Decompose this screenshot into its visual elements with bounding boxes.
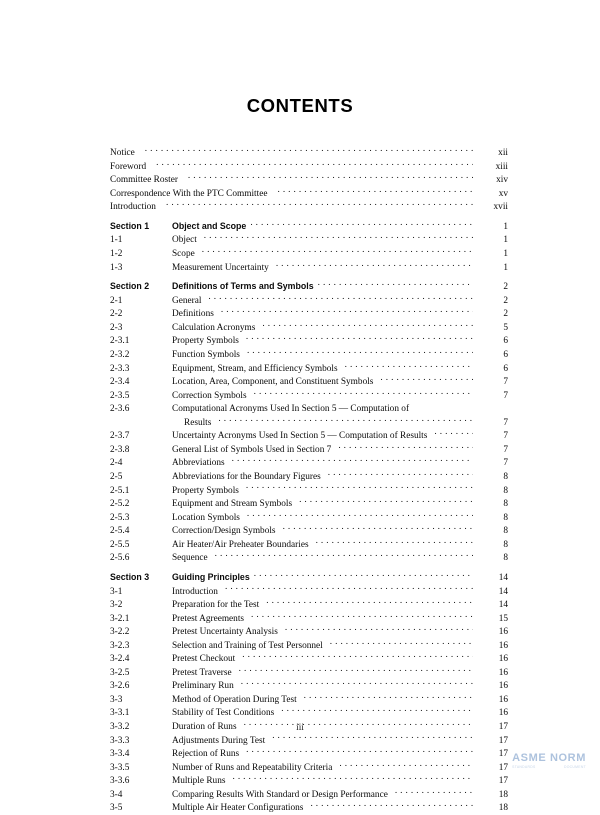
toc-entry-row[interactable] <box>110 788 508 802</box>
entry-number: 3-2.1 <box>110 613 130 624</box>
entry-number: 2-5 <box>110 471 123 482</box>
entry-page-number: 2 <box>503 309 508 320</box>
entry-number: 2-3.4 <box>110 377 130 388</box>
toc-entry-row[interactable] <box>110 470 508 484</box>
entry-number: 3-2.3 <box>110 640 130 651</box>
section-number: Section 1 <box>110 220 150 231</box>
asme-norm-watermark <box>512 753 586 769</box>
entry-title: Definitions <box>172 309 214 320</box>
toc-entry-row[interactable] <box>110 511 508 525</box>
toc-entry-row[interactable] <box>110 348 508 362</box>
toc-entry-row[interactable] <box>110 639 508 653</box>
entry-title: Location Symbols <box>172 512 240 523</box>
entry-page-number: 17 <box>498 749 508 760</box>
entry-title: Multiple Air Heater Configurations <box>172 803 304 814</box>
entry-number: 3-2.2 <box>110 627 130 638</box>
toc-entry-row[interactable] <box>110 551 508 565</box>
entry-number: 3-3.2 <box>110 721 130 732</box>
entry-number: 2-3.3 <box>110 363 130 374</box>
entry-title: Equipment and Stream Symbols <box>172 499 293 510</box>
entry-page-number: 7 <box>503 417 508 428</box>
entry-page-number: xiv <box>496 175 508 186</box>
entry-page-number: 2 <box>503 295 508 306</box>
entry-title: Object <box>172 235 197 246</box>
dot-leader <box>202 247 473 256</box>
toc-entry-row[interactable] <box>110 402 508 416</box>
entry-number: 2-4 <box>110 458 123 469</box>
entry-title: Preliminary Run <box>172 681 234 692</box>
page-title: CONTENTS <box>246 95 354 116</box>
entry-page-number: 6 <box>503 350 508 361</box>
dot-leader <box>242 652 473 661</box>
entry-number: 3-3.4 <box>110 749 130 760</box>
toc-entry-row[interactable] <box>110 443 508 457</box>
entry-page-number: 8 <box>503 485 508 496</box>
entry-number: 2-2 <box>110 309 123 320</box>
entry-page-number: 2 <box>503 282 508 293</box>
entry-title: Pretest Checkout <box>172 654 236 665</box>
entry-title: Air Heater/Air Preheater Boundaries <box>172 539 309 550</box>
dot-leader <box>318 280 473 289</box>
entry-number: 2-3.6 <box>110 404 130 415</box>
toc-front-matter-row[interactable] <box>110 187 508 201</box>
toc-entry-row[interactable] <box>110 334 508 348</box>
dot-leader <box>225 585 473 594</box>
watermark-title: ASME NORM <box>512 752 586 764</box>
entry-number: 2-3.1 <box>110 336 130 347</box>
entry-title: Scope <box>172 249 195 260</box>
dot-leader <box>246 334 473 343</box>
toc-entry-row[interactable] <box>110 429 508 443</box>
entry-number: 3-2 <box>110 600 123 611</box>
dot-leader <box>241 679 473 688</box>
entry-page-number: 16 <box>498 654 508 665</box>
toc-section-heading-row[interactable] <box>110 280 508 294</box>
entry-page-number: 6 <box>503 336 508 347</box>
entry-page-number: 8 <box>503 553 508 564</box>
dot-leader <box>380 375 473 384</box>
entry-page-number: xiii <box>495 161 508 172</box>
entry-title: Abbreviations <box>172 458 225 469</box>
watermark-subtitle-left: STANDARDS <box>512 765 536 769</box>
dot-leader <box>239 666 473 675</box>
entry-number: 3-3.5 <box>110 762 130 773</box>
toc-entry-row[interactable] <box>110 389 508 403</box>
dot-leader <box>254 389 473 398</box>
dot-leader <box>434 429 473 438</box>
entry-page-number: 5 <box>503 322 508 333</box>
toc-entry-row[interactable] <box>110 706 508 720</box>
toc-entry-row[interactable] <box>110 524 508 538</box>
toc-section-heading-row[interactable] <box>110 571 508 585</box>
entry-page-number: 17 <box>498 762 508 773</box>
entry-page-number: xvii <box>493 202 508 213</box>
dot-leader <box>188 173 473 182</box>
entry-number: 3-3.1 <box>110 708 130 719</box>
entry-number: 2-3.8 <box>110 444 130 455</box>
entry-title: Comparing Results With Standard or Design Performance <box>172 789 388 800</box>
entry-title: Function Symbols <box>172 350 240 361</box>
dot-leader <box>283 524 473 533</box>
toc-entry-row[interactable] <box>110 247 508 261</box>
dot-leader <box>281 706 473 715</box>
toc-entry-row[interactable] <box>110 761 508 775</box>
entry-title: Location, Area, Component, and Constituent Symbols <box>172 377 374 388</box>
toc-entry-row[interactable] <box>110 538 508 552</box>
entry-page-number: 18 <box>498 789 508 800</box>
entry-page-number: 16 <box>498 694 508 705</box>
page-folio: iii <box>296 723 304 733</box>
toc-entry-row[interactable] <box>110 801 508 815</box>
entry-title: Pretest Uncertainty Analysis <box>172 627 278 638</box>
front-matter-label: Notice <box>110 148 135 158</box>
dot-leader <box>246 747 473 756</box>
entry-page-number: 16 <box>498 667 508 678</box>
entry-title: Multiple Runs <box>172 776 226 787</box>
dot-leader <box>262 321 473 330</box>
dot-leader <box>266 598 473 607</box>
toc-entry-row[interactable] <box>110 734 508 748</box>
entry-title: Sequence <box>172 553 208 564</box>
watermark-subtitle-right: DOCUMENT <box>564 765 586 769</box>
entry-number: 2-5.1 <box>110 485 130 496</box>
dot-leader <box>247 511 473 520</box>
entry-title: Pretest Traverse <box>172 667 232 678</box>
dot-leader <box>232 456 473 465</box>
entry-page-number: 16 <box>498 681 508 692</box>
toc-section-heading-row[interactable] <box>110 220 508 234</box>
entry-number: 2-3.7 <box>110 431 130 442</box>
entry-page-number: 1 <box>503 221 508 232</box>
dot-leader <box>218 416 473 425</box>
dot-leader <box>247 348 473 357</box>
entry-number: 2-3.2 <box>110 350 130 361</box>
dot-leader <box>232 774 473 783</box>
toc-front-matter-row[interactable] <box>110 146 508 160</box>
entry-page-number: 1 <box>503 249 508 260</box>
dot-leader <box>345 362 473 371</box>
toc-entry-row[interactable] <box>110 294 508 308</box>
entry-page-number: 7 <box>503 390 508 401</box>
dot-leader <box>250 220 473 229</box>
entry-number: 2-5.6 <box>110 553 130 564</box>
toc-entry-row[interactable] <box>110 497 508 511</box>
entry-number: 3-1 <box>110 586 123 597</box>
entry-title: General <box>172 295 202 306</box>
front-matter-label: Introduction <box>110 202 156 213</box>
dot-leader <box>285 625 473 634</box>
entry-page-number: 17 <box>498 776 508 787</box>
section-number: Section 3 <box>110 571 150 582</box>
dot-leader <box>339 761 473 770</box>
toc-entry-row[interactable] <box>110 612 508 626</box>
entry-page-number: 7 <box>503 431 508 442</box>
entry-title: Measurement Uncertainty <box>172 262 269 273</box>
entry-title: Property Symbols <box>172 336 239 347</box>
entry-title: Preparation for the Test <box>172 600 260 611</box>
entry-title: Equipment, Stream, and Efficiency Symbols <box>172 363 338 374</box>
toc-front-matter-row[interactable] <box>110 200 508 214</box>
entry-title: Introduction <box>172 586 218 597</box>
dot-leader <box>272 734 473 743</box>
toc-entry-row[interactable] <box>110 585 508 599</box>
entry-title: Property Symbols <box>172 485 239 496</box>
entry-number: 3-3 <box>110 694 123 705</box>
entry-number: 2-3.5 <box>110 390 130 401</box>
entry-page-number: 17 <box>498 735 508 746</box>
entry-page-number: 16 <box>498 627 508 638</box>
entry-number: 1-1 <box>110 235 123 246</box>
front-matter-label: Foreword <box>110 161 147 172</box>
toc-entry-row[interactable] <box>110 484 508 498</box>
entry-number: 3-5 <box>110 803 123 814</box>
dot-leader <box>330 639 473 648</box>
section-title: Object and Scope <box>172 220 247 231</box>
toc-entry-continuation-row[interactable] <box>110 416 508 430</box>
front-matter-label: Correspondence With the PTC Committee <box>110 188 268 199</box>
entry-page-number: 14 <box>498 586 508 597</box>
section-title: Definitions of Terms and Symbols <box>172 281 314 292</box>
dot-leader <box>145 146 473 155</box>
entry-title: Computational Acronyms Used In Section 5 — Computation of <box>172 404 410 415</box>
entry-title: Selection and Training of Test Personnel <box>172 640 323 651</box>
table-of-contents <box>110 146 508 815</box>
entry-title: Correction/Design Symbols <box>172 526 276 537</box>
entry-page-number: 8 <box>503 512 508 523</box>
entry-page-number: 17 <box>498 721 508 732</box>
entry-title: Uncertainty Acronyms Used In Section 5 — Computation of Results <box>172 431 428 442</box>
entry-page-number: 8 <box>503 526 508 537</box>
toc-entry-row[interactable] <box>110 747 508 761</box>
toc-entry-row[interactable] <box>110 693 508 707</box>
entry-title: Results <box>184 417 212 428</box>
toc-entry-row[interactable] <box>110 625 508 639</box>
entry-page-number: 15 <box>498 613 508 624</box>
entry-page-number: 7 <box>503 458 508 469</box>
dot-leader <box>204 233 473 242</box>
toc-entry-row[interactable] <box>110 233 508 247</box>
entry-number: 3-3.3 <box>110 735 130 746</box>
dot-leader <box>251 612 473 621</box>
toc-entry-row[interactable] <box>110 307 508 321</box>
dot-leader <box>246 484 473 493</box>
toc-entry-row[interactable] <box>110 774 508 788</box>
toc-front-matter-row[interactable] <box>110 160 508 174</box>
dot-leader <box>215 551 473 560</box>
entry-title: Duration of Runs <box>172 721 237 732</box>
entry-page-number: 7 <box>503 377 508 388</box>
toc-entry-row[interactable] <box>110 362 508 376</box>
toc-entry-row[interactable] <box>110 375 508 389</box>
entry-title: Number of Runs and Repeatability Criteria <box>172 762 333 773</box>
entry-number: 2-5.5 <box>110 539 130 550</box>
toc-entry-row[interactable] <box>110 321 508 335</box>
entry-page-number: 16 <box>498 640 508 651</box>
dot-leader <box>316 538 473 547</box>
entry-page-number: 8 <box>503 539 508 550</box>
dot-leader <box>328 470 473 479</box>
toc-front-matter-row[interactable] <box>110 173 508 187</box>
dot-leader <box>166 200 473 209</box>
dot-leader <box>304 693 473 702</box>
entry-title: Correction Symbols <box>172 390 247 401</box>
dot-leader <box>395 788 473 797</box>
entry-number: 3-3.6 <box>110 776 130 787</box>
front-matter-label: Committee Roster <box>110 175 178 186</box>
watermark-subtitle <box>512 765 586 769</box>
toc-entry-row[interactable] <box>110 666 508 680</box>
dot-leader <box>277 187 473 196</box>
entry-title: Abbreviations for the Boundary Figures <box>172 471 321 482</box>
entry-title: Adjustments During Test <box>172 735 266 746</box>
entry-page-number: 8 <box>503 499 508 510</box>
dot-leader <box>254 571 473 580</box>
entry-number: 3-2.5 <box>110 667 130 678</box>
dot-leader <box>299 497 473 506</box>
entry-page-number: 18 <box>498 803 508 814</box>
entry-page-number: xii <box>498 148 508 158</box>
entry-number: 2-5.3 <box>110 512 130 523</box>
entry-number: 1-2 <box>110 249 123 260</box>
entry-page-number: 1 <box>503 262 508 273</box>
dot-leader <box>208 294 473 303</box>
entry-title: Pretest Agreements <box>172 613 245 624</box>
entry-page-number: 14 <box>498 572 508 583</box>
toc-entry-row[interactable] <box>110 652 508 666</box>
dot-leader <box>338 443 473 452</box>
entry-page-number: 16 <box>498 708 508 719</box>
entry-title: Stability of Test Conditions <box>172 708 275 719</box>
entry-page-number: 14 <box>498 600 508 611</box>
section-number: Section 2 <box>110 281 150 292</box>
dot-leader <box>276 261 473 270</box>
entry-number: 2-5.2 <box>110 499 130 510</box>
entry-number: 2-1 <box>110 295 123 306</box>
dot-leader <box>221 307 473 316</box>
toc-entry-row[interactable] <box>110 598 508 612</box>
entry-number: 1-3 <box>110 262 123 273</box>
entry-title: General List of Symbols Used in Section 7 <box>172 444 332 455</box>
toc-entry-row[interactable] <box>110 261 508 275</box>
entry-page-number: 1 <box>503 235 508 246</box>
section-title: Guiding Principles <box>172 571 250 582</box>
entry-title: Rejection of Runs <box>172 749 240 760</box>
toc-entry-row[interactable] <box>110 456 508 470</box>
entry-title: Calculation Acronyms <box>172 322 256 333</box>
entry-number: 3-4 <box>110 789 123 800</box>
toc-entry-row[interactable] <box>110 679 508 693</box>
entry-page-number: 7 <box>503 444 508 455</box>
dot-leader <box>310 801 473 810</box>
entry-number: 3-2.6 <box>110 681 130 692</box>
entry-title: Method of Operation During Test <box>172 694 297 705</box>
entry-page-number: xv <box>498 188 508 199</box>
dot-leader <box>156 160 473 169</box>
entry-page-number: 8 <box>503 471 508 482</box>
entry-page-number: 6 <box>503 363 508 374</box>
entry-number: 3-2.4 <box>110 654 130 665</box>
entry-number: 2-5.4 <box>110 526 130 537</box>
entry-number: 2-3 <box>110 322 123 333</box>
